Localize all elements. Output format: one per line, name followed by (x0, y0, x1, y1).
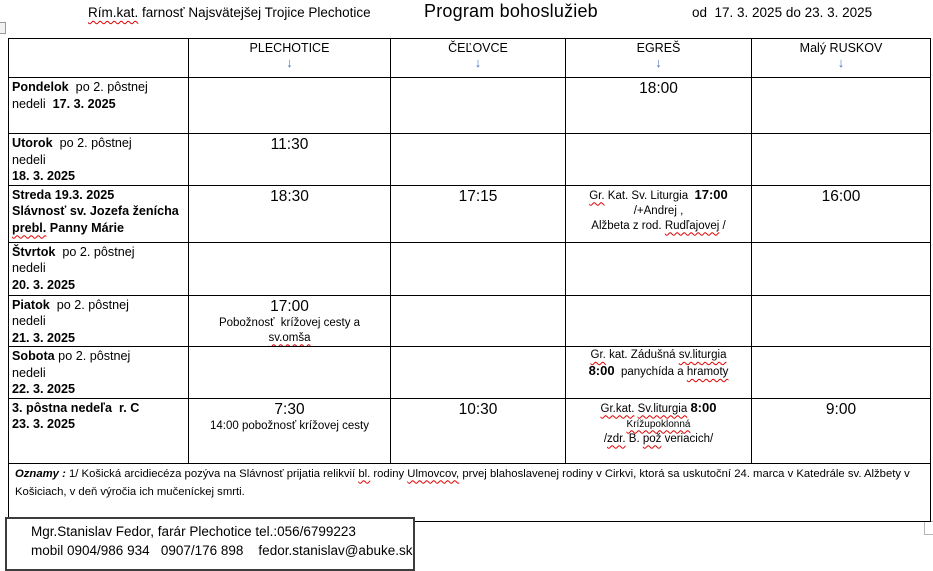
text-segment: farnosť Najsvätejšej Trojice Plechotice (138, 5, 371, 20)
text-segment: nedeli (12, 96, 53, 111)
schedule-cell-plechotice (189, 398, 391, 463)
text-segment: panychída a (614, 366, 687, 378)
text-line (12, 330, 186, 347)
text-segment: B. (625, 432, 643, 445)
text-line (12, 416, 186, 433)
schedule-cell-plechotice (189, 347, 391, 399)
text-segment: nedeli (12, 314, 46, 328)
text-segment: po 2. pôstnej (54, 349, 131, 363)
text-segment: 18:30 (270, 187, 309, 205)
schedule-cell-celovce (391, 295, 566, 347)
text-segment: Alžbeta z rod. (591, 219, 665, 232)
schedule-cell-plechotice (189, 78, 391, 134)
text-segment: 8:00 (588, 363, 615, 378)
text-segment: hramoty (686, 366, 729, 378)
text-segment: 8:00 (690, 399, 717, 415)
day-cell (9, 78, 189, 134)
schedule-cell-plechotice (189, 295, 391, 347)
text-line (12, 203, 186, 220)
text-segment: Rudľajovej (664, 219, 720, 232)
announcements (9, 463, 931, 521)
text-segment: Panny Márie (46, 220, 124, 235)
text-line (566, 204, 751, 219)
contact-line-2: mobil 0904/986 934 0907/176 898 fedor.stanislav@abuke.sk (31, 543, 413, 558)
notices-row (9, 463, 931, 521)
text-line (12, 220, 186, 237)
contact-box (5, 517, 415, 571)
announcements-text (15, 465, 924, 501)
text-segment: / (603, 432, 608, 445)
textbox-handle (0, 22, 6, 34)
text-line (189, 331, 390, 346)
text-segment: rodiny (370, 467, 408, 480)
text-line (12, 168, 186, 185)
text-segment: Oznamy : (15, 467, 69, 480)
text-line (12, 244, 186, 261)
day-cell (9, 295, 189, 347)
text-segment: 23. 3. 2025 (12, 417, 76, 431)
text-line (12, 400, 186, 417)
schedule-cell-maly-ruskov (752, 134, 931, 186)
text-segment: Štvrtok (12, 244, 56, 259)
text-segment: 10:30 (458, 400, 498, 418)
text-line (391, 400, 565, 419)
table-row (9, 347, 931, 399)
text-segment: Gr. (589, 189, 605, 202)
schedule-cell-maly-ruskov (752, 347, 931, 399)
schedule-cell-maly-ruskov (752, 185, 931, 242)
text-segment: kat. Zádušná (605, 349, 679, 361)
day-cell (9, 347, 189, 399)
column-header-celovce (391, 39, 566, 78)
text-segment: Gr.kat. (600, 402, 635, 415)
schedule-cell-maly-ruskov (752, 242, 931, 295)
schedule-cell-egres (566, 295, 752, 347)
text-segment: sv.omša (268, 331, 311, 344)
schedule-cell-maly-ruskov (752, 78, 931, 134)
schedule-cell-celovce (391, 185, 566, 242)
schedule-cell-celovce (391, 134, 566, 186)
text-segment: 17:15 (458, 187, 498, 205)
text-segment: Slávnosť sv. Jozefa ženícha (12, 204, 179, 218)
table-row (9, 295, 931, 347)
schedule-cell-plechotice (189, 242, 391, 295)
text-line (566, 79, 751, 98)
column-header-maly-ruskov (752, 39, 931, 78)
document-title: Program bohoslužieb (424, 1, 598, 21)
column-header-egres (566, 39, 752, 78)
text-line (566, 417, 751, 432)
text-segment: 16:00 (821, 187, 861, 205)
table-row (9, 78, 931, 134)
text-segment: 21. 3. 2025 (12, 330, 76, 345)
schedule-cell-egres (566, 78, 752, 134)
day-cell (9, 242, 189, 295)
text-segment: po 2. pôstnej (68, 80, 148, 94)
text-segment: Kat. Sv. Liturgia (604, 189, 695, 202)
text-segment: bl. (358, 467, 371, 480)
text-line (189, 187, 390, 206)
text-segment: po 2. pôstnej (49, 297, 129, 312)
text-segment: Pondelok (12, 80, 69, 94)
schedule-cell-celovce (391, 347, 566, 399)
text-segment: / (719, 219, 726, 232)
text-segment: 14:00 pobožnosť krížovej cesty (209, 419, 369, 432)
down-arrow-icon: ↓ (474, 55, 482, 70)
text-line (566, 219, 751, 234)
schedule-cell-egres (566, 242, 752, 295)
text-segment: Utorok (12, 136, 53, 150)
text-line (391, 187, 565, 206)
schedule-cell-maly-ruskov (752, 398, 931, 463)
text-line (12, 348, 186, 365)
contact-line-1: Mgr.Stanislav Fedor, farár Plechotice tel.:056/6799223 (31, 524, 356, 539)
text-segment: 20. 3. 2025 (12, 277, 76, 292)
schedule-cell-egres (566, 185, 752, 242)
text-segment: nedeli (12, 365, 46, 380)
column-header-plechotice (189, 39, 391, 78)
text-line (12, 96, 186, 113)
down-arrow-icon: ↓ (286, 55, 293, 70)
text-line (12, 381, 186, 398)
table-row (9, 185, 931, 242)
text-segment: Sv.liturgia (637, 402, 688, 415)
text-line (189, 400, 390, 419)
schedule-cell-egres (566, 398, 752, 463)
text-segment: prvej blahoslavenej rodiny v Cirkvi, ktorá sa uskutoční 24. marca v Katedrále sv. Alžbety v Košiciach, v deň výročia ich mučeníckej smrti. (15, 467, 910, 498)
text-line (752, 400, 930, 419)
text-line (12, 152, 186, 169)
table-row (9, 242, 931, 295)
text-segment: 11:30 (270, 136, 309, 153)
schedule-cell-plechotice (189, 134, 391, 186)
text-line (12, 365, 186, 382)
column-label: PLECHOTICE (249, 41, 330, 55)
text-segment: 22. 3. 2025 (12, 382, 76, 396)
text-segment: /+Andrej , (633, 204, 684, 217)
text-segment: Gr. (590, 349, 606, 361)
text-line (189, 419, 390, 434)
text-segment: 3. pôstna nedeľa r. C (12, 400, 140, 415)
column-label: ČEĽOVCE (448, 41, 508, 55)
down-arrow-icon: ↓ (655, 55, 662, 70)
text-line (566, 400, 751, 417)
text-line (12, 187, 186, 204)
text-segment: 17. 3. 2025 (52, 96, 116, 111)
text-line (12, 79, 186, 96)
schedule-cell-egres (566, 134, 752, 186)
text-segment: Rím.kat. (88, 5, 139, 20)
schedule-cell-plechotice (189, 185, 391, 242)
text-segment: po 2. pôstnej (55, 244, 135, 259)
table-row (9, 398, 931, 463)
text-segment: 1/ Košická arcidiecéza pozýva na Slávnosť prijatia relikvií (69, 467, 359, 480)
text-segment: 17:00 (270, 297, 309, 315)
text-segment: po 2. pôstnej (52, 136, 132, 150)
schedule-cell-celovce (391, 78, 566, 134)
text-line (566, 187, 751, 204)
text-line (566, 432, 751, 447)
down-arrow-icon: ↓ (837, 55, 845, 70)
text-segment: nedeli (12, 152, 46, 167)
text-segment: 7:30 (274, 400, 305, 418)
text-segment: nedeli (12, 261, 46, 275)
text-line (566, 363, 751, 380)
text-segment: Sobota (12, 349, 55, 363)
text-line (12, 313, 186, 330)
parish-name (88, 5, 371, 20)
text-line (12, 260, 186, 277)
text-segment: Pobožnosť krížovej cesty a (218, 316, 361, 329)
date-range: od 17. 3. 2025 do 23. 3. 2025 (692, 5, 873, 20)
schedule-cell-celovce (391, 242, 566, 295)
schedule-cell-celovce (391, 398, 566, 463)
text-line (189, 135, 390, 154)
text-segment: veriacich/ (661, 432, 714, 445)
text-segment: zdr. (607, 432, 626, 445)
day-cell (9, 398, 189, 463)
column-label: Malý RUSKOV (799, 41, 883, 55)
mass-schedule-table (8, 38, 931, 522)
text-segment: Piatok (12, 297, 50, 312)
text-line (189, 316, 390, 331)
column-label: EGREŠ (636, 41, 681, 55)
schedule-cell-egres (566, 347, 752, 399)
text-segment: pož (642, 432, 662, 445)
text-line (12, 297, 186, 314)
text-line (12, 277, 186, 294)
text-segment: sv.liturgia (678, 349, 727, 361)
text-segment: Streda 19.3. 2025 (12, 187, 115, 202)
text-line (189, 297, 390, 316)
text-line (12, 135, 186, 152)
corner-cell (9, 39, 189, 78)
text-segment: 9:00 (825, 400, 857, 418)
day-cell (9, 185, 189, 242)
text-segment: 17:00 (694, 186, 728, 202)
table-row (9, 134, 931, 186)
text-line (566, 348, 751, 363)
table-header-row (9, 39, 931, 78)
text-line (752, 187, 930, 206)
text-segment: 18:00 (639, 80, 678, 97)
day-cell (9, 134, 189, 186)
text-segment: prebl. (12, 220, 47, 235)
textbox-handle (924, 521, 933, 535)
schedule-cell-maly-ruskov (752, 295, 931, 347)
text-segment: Ulmovcov, (407, 467, 460, 480)
text-segment: 18. 3. 2025 (12, 169, 76, 183)
text-segment: Krížupoklonná (626, 418, 691, 430)
